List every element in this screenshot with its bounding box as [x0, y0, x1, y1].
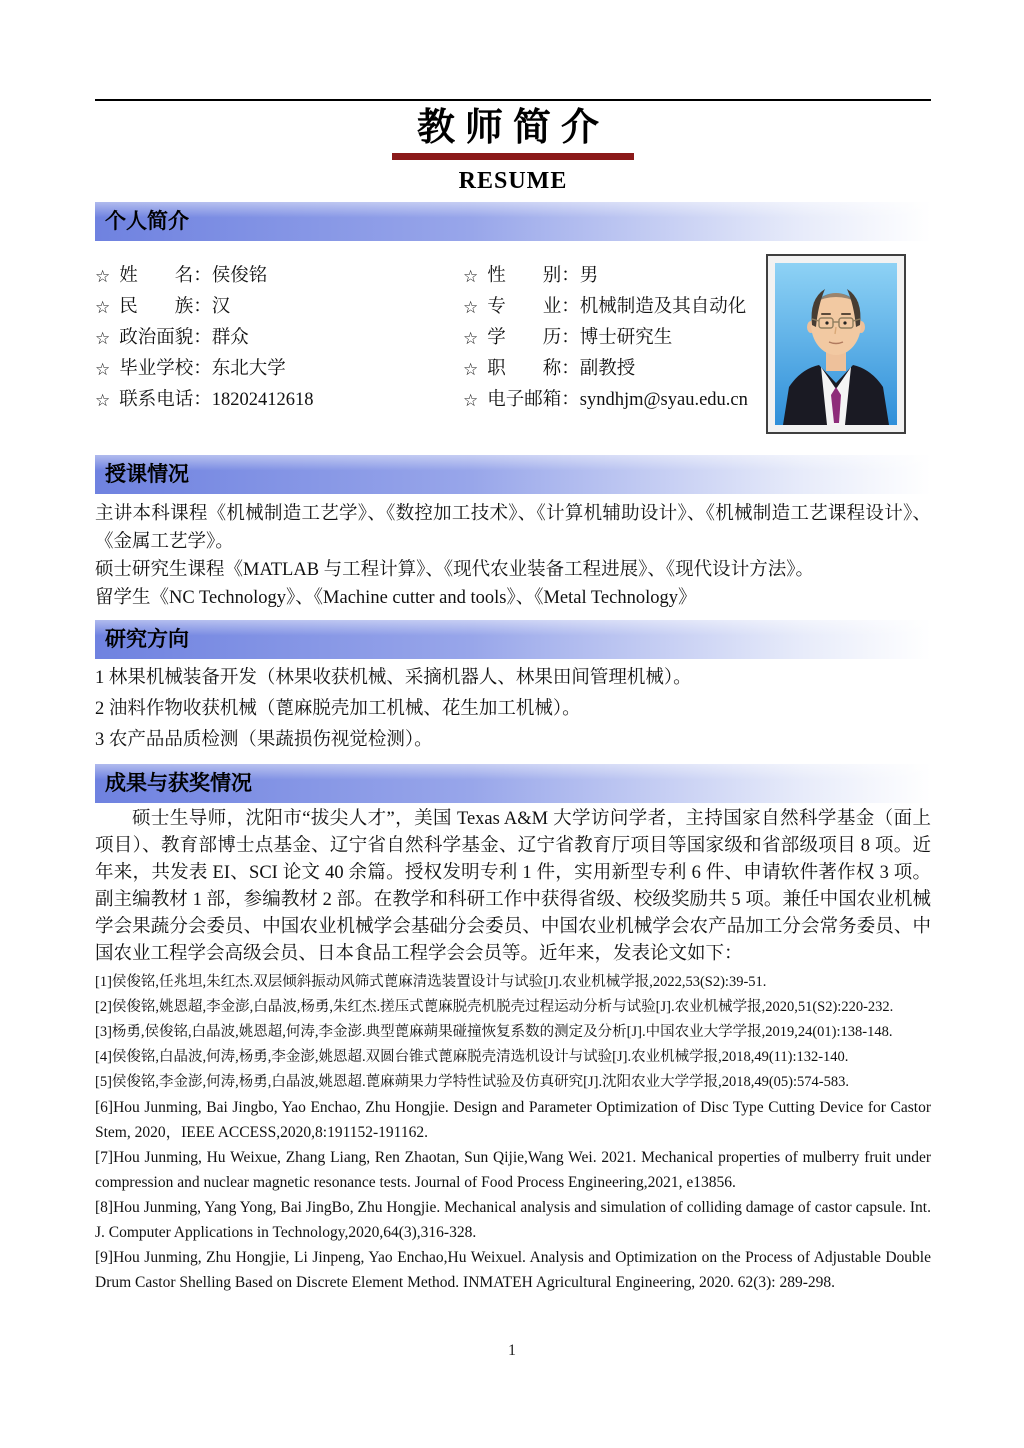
star-icon: ☆: [463, 360, 479, 379]
reference-item: [2]侯俊铭,姚恩超,李金澎,白晶波,杨勇,朱红杰.搓压式蓖麻脱壳机脱壳过程运动分析与试验[J].农业机械学报,2020,51(S2):220-232.: [95, 999, 894, 1015]
title-underline: [392, 153, 634, 160]
portrait-illustration: [775, 263, 897, 425]
profile-field: [95, 261, 463, 292]
field-value: 18202412618: [211, 390, 314, 410]
star-icon: ☆: [463, 329, 479, 348]
field-label: 姓 名：: [119, 266, 212, 286]
star-icon: ☆: [463, 391, 479, 410]
top-divider: [95, 99, 931, 101]
teaching-paragraph: 主讲本科课程《机械制造工艺学》、《数控加工技术》、《计算机辅助设计》、《机械制造工艺课程设计》、《金属工艺学》。: [95, 504, 931, 552]
teaching-paragraph: 留学生《NC Technology》、《Machine cutter and tools》、《Metal Technology》: [95, 588, 697, 608]
achievements-summary: 硕士生导师，沈阳市“拔尖人才”，美国 Texas A&M 大学访问学者，主持国家自然科学基金（面上项目）、教育部博士点基金、辽宁省自然科学基金、辽宁省教育厅项目等国家级和省部级项目 8 项。近年来，共发表 EI、SCI 论文 40 余篇。授权发明专利 1 件，实用新型专利 6 件、申请软件著作权 3 项。副主编教材 1 部，参编教材 2 部。在教学和科研工作中获得省级、校级奖励共 5 项。兼任中国农业机械学会果蔬分会委员、中国农业机械学会基础分会委员、中国农业机械学会农产品加工分会常务委员、中国农业工程学会高级会员、日本食品工程学会会员等。近年来，发表论文如下：: [95, 809, 931, 964]
profile-photo: [766, 254, 906, 434]
field-value: 群众: [211, 328, 249, 348]
teaching-content: [95, 494, 931, 612]
field-label: 电子邮箱：: [487, 390, 580, 410]
field-label: 联系电话：: [119, 390, 212, 410]
page-content: [95, 0, 931, 1295]
publication-list: [95, 970, 931, 1295]
section-header-achievements: 成果与获奖情况: [95, 764, 931, 803]
page-number: 1: [508, 1342, 516, 1359]
reference-item: [5]侯俊铭,李金澎,何涛,杨勇,白晶波,姚恩超.蓖麻蒴果力学特性试验及仿真研究[J].沈阳农业大学学报,2018,49(05):574-583.: [95, 1074, 849, 1090]
reference-item: [7]Hou Junming, Hu Weixue, Zhang Liang, Ren Zhaotan, Sun Qijie,Wang Wei. 2021. Mechanical properties of mulberry fruit under compression and nuclear magnetic resonance tests. Journal of Food Process Engineering,2021, e13856.: [95, 1149, 931, 1191]
field-value: 东北大学: [211, 359, 286, 379]
field-label: 专 业：: [487, 297, 580, 317]
star-icon: ☆: [95, 360, 111, 379]
field-value: 男: [579, 266, 599, 286]
teaching-paragraph: 硕士研究生课程《MATLAB 与工程计算》、《现代农业装备工程进展》、《现代设计方法》。: [95, 560, 814, 580]
research-content: [95, 659, 931, 756]
field-label: 学 历：: [487, 328, 580, 348]
reference-item: [6]Hou Junming, Bai Jingbo, Yao Enchao, Zhu Hongjie. Design and Parameter Optimization of Disc Type Cutting Device for Castor Stem, 2020，IEEE ACCESS,2020,8:191152-191162.: [95, 1099, 931, 1141]
field-label: 民 族：: [119, 297, 212, 317]
research-item: 2 油料作物收获机械（蓖麻脱壳加工机械、花生加工机械）。: [95, 699, 581, 719]
profile-section: [95, 241, 931, 447]
reference-item: [3]杨勇,侯俊铭,白晶波,姚恩超,何涛,李金澎.典型蓖麻蒴果碰撞恢复系数的测定及分析[J].中国农业大学学报,2019,24(01):138-148.: [95, 1024, 893, 1040]
field-value: 博士研究生: [579, 328, 673, 348]
field-label: 性 别：: [487, 266, 580, 286]
field-label: 职 称：: [487, 359, 580, 379]
profile-field: [95, 385, 463, 416]
profile-field: [95, 354, 463, 385]
star-icon: ☆: [95, 391, 111, 410]
section-header-teaching: 授课情况: [95, 455, 931, 494]
reference-item: [8]Hou Junming, Yang Yong, Bai JingBo, Zhu Hongjie. Mechanical analysis and simulation of colliding damage of castor capsule. Int. J. Computer Applications in Technology,2020,64(3),316-328.: [95, 1199, 931, 1241]
field-label: 政治面貌：: [119, 328, 212, 348]
page-title: 教师简介: [416, 107, 609, 149]
profile-field: [95, 323, 463, 354]
field-value: 副教授: [579, 359, 636, 379]
reference-item: [9]Hou Junming, Zhu Hongjie, Li Jinpeng, Yao Enchao,Hu Weixuel. Analysis and Optimization on the Process of Adjustable Double Drum Castor Shelling Based on Discrete Element Method. INMATEH Agricultural Engineering, 2020. 62(3): 289-298.: [95, 1249, 931, 1291]
star-icon: ☆: [463, 267, 479, 286]
field-value: syndhjm@syau.edu.cn: [579, 390, 748, 410]
reference-item: [4]侯俊铭,白晶波,何涛,杨勇,李金澎,姚恩超.双圆台锥式蓖麻脱壳清选机设计与试验[J].农业机械学报,2018,49(11):132-140.: [95, 1049, 849, 1065]
star-icon: ☆: [463, 298, 479, 317]
field-value: 汉: [211, 297, 231, 317]
section-header-profile: 个人简介: [95, 202, 931, 241]
research-item: 1 林果机械装备开发（林果收获机械、采摘机器人、林果田间管理机械）。: [95, 668, 692, 688]
star-icon: ☆: [95, 298, 111, 317]
field-value: 侯俊铭: [211, 266, 268, 286]
reference-item: [1]侯俊铭,任兆坦,朱红杰.双层倾斜振动风筛式蓖麻清选装置设计与试验[J].农业机械学报,2022,53(S2):39-51.: [95, 974, 767, 990]
star-icon: ☆: [95, 267, 111, 286]
profile-field: [95, 292, 463, 323]
field-label: 毕业学校：: [119, 359, 212, 379]
star-icon: ☆: [95, 329, 111, 348]
section-header-research: 研究方向: [95, 620, 931, 659]
research-item: 3 农产品品质检测（果蔬损伤视觉检测）。: [95, 730, 433, 750]
page-subtitle: RESUME: [458, 168, 568, 194]
field-value: 机械制造及其自动化: [579, 297, 747, 317]
